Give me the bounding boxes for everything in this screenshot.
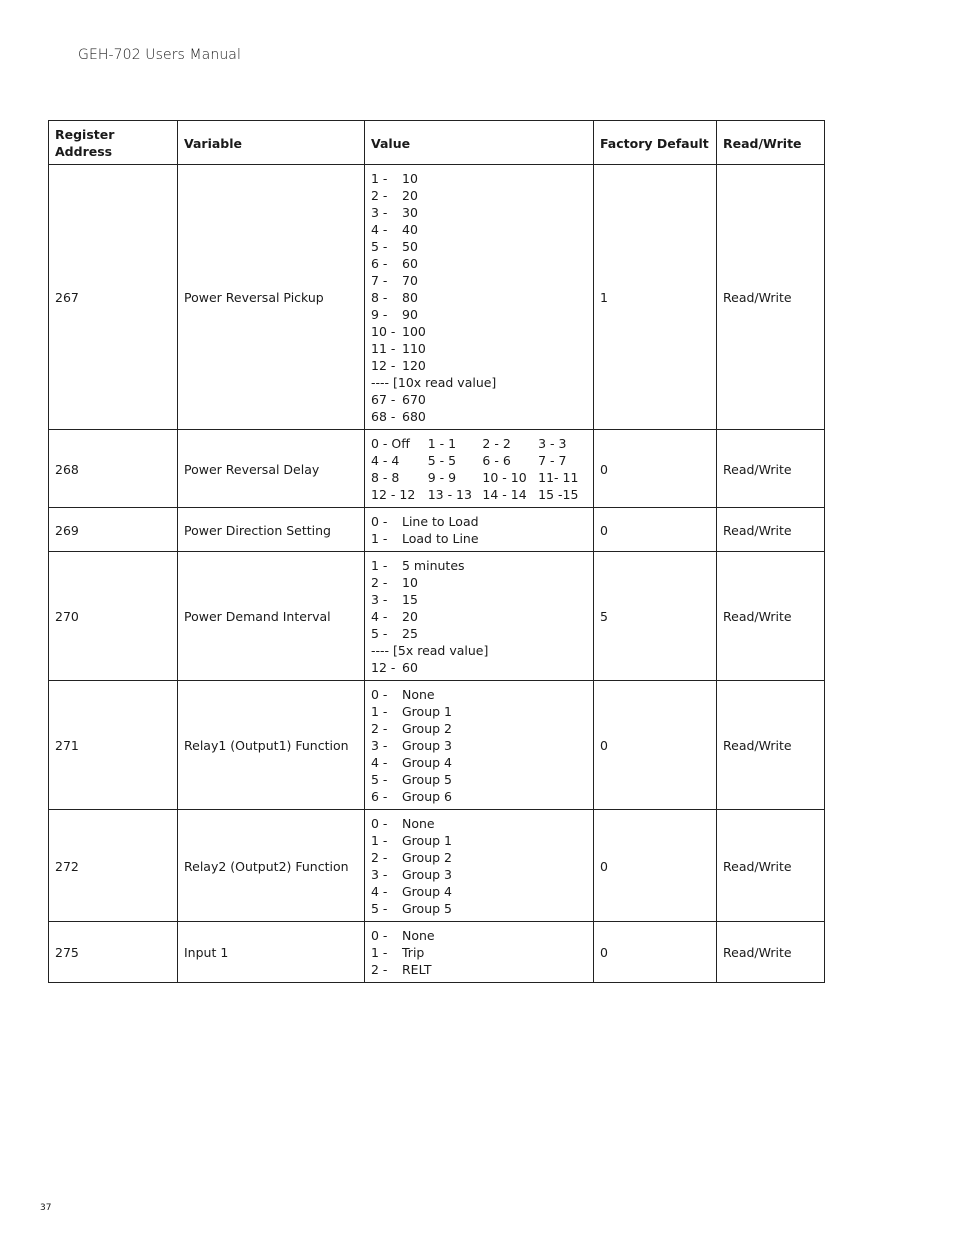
value-option: 13 - 13 — [427, 487, 472, 502]
value-label: Group 3 — [402, 867, 452, 882]
factory-default-cell: 0 — [594, 681, 717, 810]
value-option — [371, 272, 587, 289]
value-label: 670 — [402, 392, 426, 407]
value-code: 7 - — [371, 273, 388, 288]
value-label: 5 minutes — [402, 558, 465, 573]
value-label: 90 — [402, 307, 418, 322]
value-option — [371, 686, 587, 703]
variable-cell: Relay1 (Output1) Function — [178, 681, 365, 810]
column-header-register-address: Register Address — [49, 121, 178, 165]
variable-cell: Input 1 — [178, 922, 365, 983]
value-option — [371, 608, 587, 625]
page-number: 37 — [40, 1203, 52, 1213]
factory-default-cell: 0 — [594, 508, 717, 552]
value-option — [371, 642, 587, 659]
value-code: 2 - — [371, 850, 388, 865]
value-cell — [365, 810, 594, 922]
value-label: 680 — [402, 409, 426, 424]
value-option: 3 - 3 — [538, 436, 567, 451]
value-code: 1 - — [371, 833, 388, 848]
table-row — [49, 430, 825, 508]
value-code: 0 - — [371, 514, 388, 529]
variable-cell: Power Reversal Delay — [178, 430, 365, 508]
table-row — [49, 165, 825, 430]
value-option — [371, 238, 587, 255]
value-option — [371, 289, 587, 306]
value-label: 10 — [402, 575, 418, 590]
variable-cell: Power Reversal Pickup — [178, 165, 365, 430]
table-header-row — [49, 121, 825, 165]
value-cell — [365, 922, 594, 983]
register-address-cell: 275 — [49, 922, 178, 983]
value-code: 4 - — [371, 222, 388, 237]
factory-default-cell: 0 — [594, 430, 717, 508]
value-option — [371, 557, 587, 574]
value-code: ---- [5x read value] — [371, 643, 489, 658]
read-write-cell: Read/Write — [717, 165, 825, 430]
table-row — [49, 552, 825, 681]
value-code: 4 - — [371, 609, 388, 624]
column-header-read-write: Read/Write — [717, 121, 825, 165]
register-address-cell: 270 — [49, 552, 178, 681]
value-option: 11- 11 — [538, 470, 579, 485]
value-grid-line — [371, 435, 587, 452]
value-code: 3 - — [371, 592, 388, 607]
page-header-title: GEH-702 Users Manual — [78, 47, 241, 63]
value-label: 20 — [402, 609, 418, 624]
value-code: 1 - — [371, 945, 388, 960]
register-address-cell: 269 — [49, 508, 178, 552]
value-label: None — [402, 687, 435, 702]
column-header-factory-default: Factory Default — [594, 121, 717, 165]
value-label: Group 1 — [402, 704, 452, 719]
value-code: 1 - — [371, 704, 388, 719]
value-label: Line to Load — [402, 514, 479, 529]
value-option: 14 - 14 — [482, 487, 527, 502]
column-header-variable: Variable — [178, 121, 365, 165]
value-option: 5 - 5 — [427, 453, 457, 468]
table-row — [49, 681, 825, 810]
variable-cell: Relay2 (Output2) Function — [178, 810, 365, 922]
value-option — [371, 815, 587, 832]
variable-cell: Power Direction Setting — [178, 508, 365, 552]
value-option: 6 - 6 — [482, 453, 511, 468]
value-code: 3 - — [371, 738, 388, 753]
value-label: Group 4 — [402, 884, 452, 899]
value-code: 5 - — [371, 626, 388, 641]
value-label: 15 — [402, 592, 418, 607]
value-code: 4 - — [371, 884, 388, 899]
value-option — [371, 720, 587, 737]
value-option — [371, 771, 587, 788]
value-code: 2 - — [371, 575, 388, 590]
value-code: 1 - — [371, 171, 388, 186]
variable-cell: Power Demand Interval — [178, 552, 365, 681]
value-label: 30 — [402, 205, 418, 220]
value-option — [371, 961, 587, 978]
value-cell — [365, 508, 594, 552]
value-option — [371, 849, 587, 866]
register-address-cell: 267 — [49, 165, 178, 430]
value-option — [371, 374, 587, 391]
register-address-cell: 271 — [49, 681, 178, 810]
value-option — [371, 754, 587, 771]
value-option — [371, 391, 587, 408]
value-option — [371, 204, 587, 221]
value-option: 1 - 1 — [427, 436, 457, 451]
value-option — [371, 927, 587, 944]
read-write-cell: Read/Write — [717, 552, 825, 681]
value-option: 8 - 8 — [371, 470, 400, 485]
value-label: Trip — [402, 945, 425, 960]
read-write-cell: Read/Write — [717, 681, 825, 810]
value-label: Group 2 — [402, 721, 452, 736]
factory-default-cell: 0 — [594, 810, 717, 922]
value-code: 1 - — [371, 558, 388, 573]
value-code: 12 - — [371, 660, 396, 675]
value-option — [371, 513, 587, 530]
value-code: 6 - — [371, 256, 388, 271]
value-label: 110 — [402, 341, 426, 356]
value-option — [371, 357, 587, 374]
value-label: 70 — [402, 273, 418, 288]
value-code: 68 - — [371, 409, 396, 424]
value-label: Group 2 — [402, 850, 452, 865]
table-body — [49, 165, 825, 983]
register-address-cell: 272 — [49, 810, 178, 922]
value-option — [371, 788, 587, 805]
value-cell — [365, 165, 594, 430]
column-header-value: Value — [365, 121, 594, 165]
value-code: 5 - — [371, 772, 388, 787]
value-option — [371, 408, 587, 425]
value-label: Group 6 — [402, 789, 452, 804]
value-option: 15 -15 — [538, 487, 579, 502]
value-label: 40 — [402, 222, 418, 237]
value-code: 0 - — [371, 816, 388, 831]
value-label: None — [402, 816, 435, 831]
read-write-cell: Read/Write — [717, 430, 825, 508]
value-label: Group 5 — [402, 901, 452, 916]
value-option — [371, 832, 587, 849]
value-code: 12 - — [371, 358, 396, 373]
value-option — [371, 187, 587, 204]
value-code: ---- [10x read value] — [371, 375, 497, 390]
value-option — [371, 625, 587, 642]
value-label: 80 — [402, 290, 418, 305]
value-option — [371, 255, 587, 272]
factory-default-cell: 5 — [594, 552, 717, 681]
value-code: 3 - — [371, 867, 388, 882]
value-code: 8 - — [371, 290, 388, 305]
value-label: 10 — [402, 171, 418, 186]
value-option — [371, 221, 587, 238]
value-option: 12 - 12 — [371, 487, 416, 502]
value-option — [371, 703, 587, 720]
value-label: Group 5 — [402, 772, 452, 787]
value-code: 4 - — [371, 755, 388, 770]
value-option — [371, 340, 587, 357]
value-option: 10 - 10 — [482, 470, 527, 485]
value-code: 67 - — [371, 392, 396, 407]
value-cell — [365, 552, 594, 681]
value-code: 0 - — [371, 928, 388, 943]
value-code: 11 - — [371, 341, 396, 356]
value-option: 4 - 4 — [371, 453, 400, 468]
value-option — [371, 323, 587, 340]
value-label: 50 — [402, 239, 418, 254]
value-option — [371, 306, 587, 323]
value-code: 5 - — [371, 239, 388, 254]
value-grid-line — [371, 469, 587, 486]
table-row — [49, 508, 825, 552]
value-code: 2 - — [371, 962, 388, 977]
value-label: Group 4 — [402, 755, 452, 770]
factory-default-cell: 1 — [594, 165, 717, 430]
value-cell — [365, 430, 594, 508]
value-option — [371, 883, 587, 900]
value-label: 60 — [402, 660, 418, 675]
table-row — [49, 810, 825, 922]
value-option: 0 - Off — [371, 436, 410, 451]
value-grid-line — [371, 486, 587, 503]
value-code: 0 - — [371, 687, 388, 702]
value-option — [371, 737, 587, 754]
value-code: 1 - — [371, 531, 388, 546]
factory-default-cell: 0 — [594, 922, 717, 983]
value-code: 2 - — [371, 721, 388, 736]
read-write-cell: Read/Write — [717, 810, 825, 922]
value-option — [371, 944, 587, 961]
value-label: Load to Line — [402, 531, 479, 546]
value-grid-line — [371, 452, 587, 469]
register-table — [48, 120, 825, 983]
value-option — [371, 170, 587, 187]
value-code: 6 - — [371, 789, 388, 804]
value-code: 9 - — [371, 307, 388, 322]
value-code: 5 - — [371, 901, 388, 916]
value-option: 9 - 9 — [427, 470, 457, 485]
value-label: Group 3 — [402, 738, 452, 753]
value-option — [371, 866, 587, 883]
value-code: 2 - — [371, 188, 388, 203]
value-label: 20 — [402, 188, 418, 203]
value-label: 120 — [402, 358, 426, 373]
value-option — [371, 591, 587, 608]
read-write-cell: Read/Write — [717, 508, 825, 552]
value-code: 3 - — [371, 205, 388, 220]
read-write-cell: Read/Write — [717, 922, 825, 983]
value-label: 25 — [402, 626, 418, 641]
value-cell — [365, 681, 594, 810]
value-label: Group 1 — [402, 833, 452, 848]
value-option — [371, 530, 587, 547]
value-label: 100 — [402, 324, 426, 339]
value-code: 10 - — [371, 324, 396, 339]
value-option — [371, 900, 587, 917]
value-label: 60 — [402, 256, 418, 271]
value-option: 7 - 7 — [538, 453, 567, 468]
value-option: 2 - 2 — [482, 436, 511, 451]
value-option — [371, 659, 587, 676]
register-address-cell: 268 — [49, 430, 178, 508]
value-option — [371, 574, 587, 591]
value-label: None — [402, 928, 435, 943]
value-label: RELT — [402, 962, 432, 977]
table-row — [49, 922, 825, 983]
